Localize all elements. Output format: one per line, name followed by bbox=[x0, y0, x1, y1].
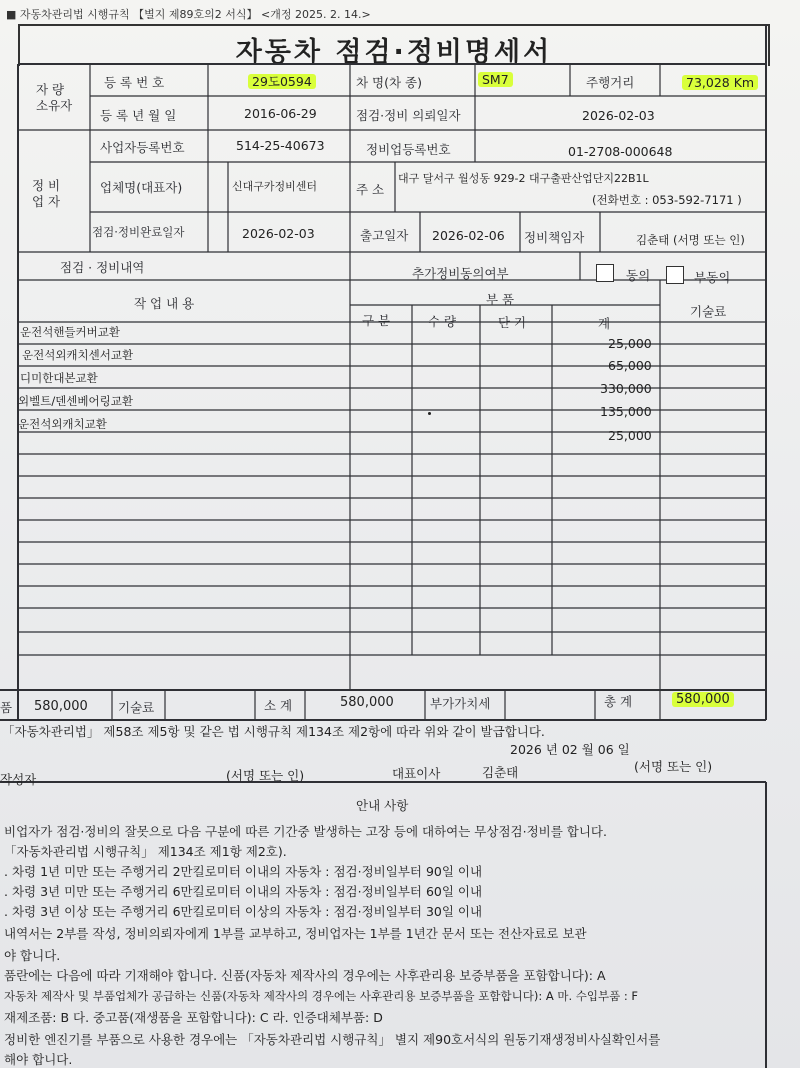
ceo-sign: (서명 또는 인) bbox=[634, 759, 713, 774]
col-qty-header: 수 량 bbox=[428, 314, 457, 329]
mileage-label: 주행거리 bbox=[586, 75, 635, 90]
address-value: 대구 달서구 월성동 929-2 대구출판산업단지22B1L bbox=[398, 172, 649, 185]
notice-line-4: . 차령 3년 미만 또는 주행거리 6만킬로미터 이내의 자동차 : 점검·정비일부터 60일 이내 bbox=[4, 884, 483, 899]
owner-label-line1: 자 량 bbox=[36, 82, 65, 97]
work-item-4: 외벨트/덴센베어링교환 bbox=[18, 394, 133, 408]
ceo-label: 대표이사 bbox=[392, 766, 441, 781]
phone-value: (전화번호 : 053-592-7171 ) bbox=[592, 193, 742, 207]
issue-date: 2026 년 02 월 06 일 bbox=[510, 742, 630, 757]
details-label: 점검 · 정비내역 bbox=[60, 260, 145, 275]
writer-label: 작성자 bbox=[0, 772, 37, 787]
notice-line-9: 자동차 제작사 및 부품업체가 공급하는 신품(자동차 제작사의 경우에는 사후관리용 보증부품을 포함합니다): A 마. 수입부품 : F bbox=[4, 989, 639, 1003]
notice-line-7: 야 합니다. bbox=[4, 948, 61, 963]
issue-statement: 「자동차관리법」 제58조 제5항 및 같은 법 시행규칙 제134조 제2항에 따라 위와 같이 발급합니다. bbox=[2, 724, 545, 739]
col-type-header: 구 분 bbox=[362, 313, 391, 328]
notice-line-11: 정비한 엔진기를 부품으로 사용한 경우에는 「자동차관리법 시행규칙」 별지 제90호서식의 원동기재생정비사실확인서를 bbox=[4, 1032, 661, 1047]
part-total-2: 65,000 bbox=[608, 358, 652, 373]
model-value: SM7 bbox=[478, 72, 513, 87]
notice-title: 안내 사항 bbox=[356, 798, 409, 813]
part-total-4: 135,000 bbox=[600, 404, 652, 419]
notice-line-8: 품란에는 다음에 따라 기재해야 합니다. 신품(자동차 제작사의 경우에는 사후관리용 보증부품을 포함합니다): A bbox=[4, 968, 606, 983]
part-total-1: 25,000 bbox=[608, 336, 652, 351]
grand-total-value: 580,000 bbox=[672, 692, 734, 707]
consent-no-checkbox[interactable] bbox=[666, 266, 684, 284]
consent-label: 추가정비동의여부 bbox=[412, 266, 509, 281]
shop-label-line2: 업 자 bbox=[32, 194, 61, 209]
owner-label-line2: 소유자 bbox=[36, 98, 73, 113]
col-total-header: 계 bbox=[598, 316, 611, 331]
manager-value: 김춘태 (서명 또는 인) bbox=[636, 233, 745, 247]
notice-line-5: . 차령 3년 이상 또는 주행거리 6만킬로미터 이상의 자동차 : 점검·정비일부터 30일 이내 bbox=[4, 904, 483, 919]
reg-date-value: 2016-06-29 bbox=[244, 106, 317, 121]
company-value: 신대구카정비센터 bbox=[232, 180, 318, 193]
done-date-label: 점검·정비완료일자 bbox=[92, 225, 185, 239]
notice-line-10: 재제조품: B 다. 중고품(재생품을 포함합니다): C 라. 인증대체부품: D bbox=[4, 1010, 383, 1025]
address-label: 주 소 bbox=[356, 182, 385, 197]
document-title: 자동차 점검·정비명세서 bbox=[235, 37, 553, 68]
model-label: 차 명(차 종) bbox=[356, 75, 423, 90]
request-date-label: 점검·정비 의뢰일자 bbox=[356, 108, 461, 123]
consent-no-label: 부동의 bbox=[694, 270, 731, 285]
labor-total-label: 기술료 bbox=[118, 700, 155, 715]
biz-no-label: 사업자등록번호 bbox=[100, 140, 185, 155]
ceo-name: 김춘태 bbox=[482, 765, 519, 780]
shop-reg-label: 정비업등록번호 bbox=[366, 142, 451, 157]
notice-line-12: 해야 합니다. bbox=[4, 1052, 73, 1067]
notice-line-1: 비업자가 점검·정비의 잘못으로 다음 구분에 따른 기간중 발생하는 고장 등에 대하여는 무상점검·정비를 합니다. bbox=[4, 824, 607, 839]
subtotal-label: 소 계 bbox=[264, 698, 293, 713]
reg-no-value: 29도0594 bbox=[248, 72, 316, 90]
notice-line-2: 「자동차관리법 시행규칙」 제134조 제1항 제2호). bbox=[4, 844, 287, 859]
work-header: 작 업 내 용 bbox=[134, 296, 195, 311]
labor-header: 기술료 bbox=[690, 304, 727, 319]
work-item-5: 운전석외캐치교환 bbox=[18, 417, 107, 431]
release-date-label: 출고일자 bbox=[360, 228, 409, 243]
work-item-2: 운전석외캐치센서교환 bbox=[22, 348, 134, 362]
notice-line-3: . 차령 1년 미만 또는 주행거리 2만킬로미터 이내의 자동차 : 점검·정비일부터 90일 이내 bbox=[4, 864, 483, 879]
consent-yes-checkbox[interactable] bbox=[596, 264, 614, 282]
col-unit-header: 단 기 bbox=[498, 315, 527, 330]
consent-yes-label: 동의 bbox=[626, 268, 651, 283]
work-item-3: 디미한대본교환 bbox=[20, 371, 98, 385]
parts-total-label: 품 bbox=[0, 700, 13, 715]
writer-sign: (서명 또는 인) bbox=[226, 768, 305, 783]
form-header-note: ■ 자동차관리법 시행규칙 【별지 제89호의2 서식】 <개정 2025. 2. 14.> bbox=[6, 8, 371, 21]
part-total-5: 25,000 bbox=[608, 428, 652, 443]
part-total-3: 330,000 bbox=[600, 381, 652, 396]
parts-header: 부 품 bbox=[486, 292, 515, 307]
release-date-value: 2026-02-06 bbox=[432, 228, 505, 243]
vat-label: 부가가치세 bbox=[430, 696, 491, 711]
shop-label-line1: 정 비 bbox=[32, 178, 61, 193]
reg-date-label: 등 록 년 월 일 bbox=[100, 108, 177, 123]
biz-no-value: 514-25-40673 bbox=[236, 138, 325, 153]
work-item-1: 운전석핸들커버교환 bbox=[20, 325, 120, 339]
mileage-value: 73,028 Km bbox=[682, 75, 758, 90]
stray-dot bbox=[428, 412, 431, 415]
company-label: 업체명(대표자) bbox=[100, 180, 183, 195]
parts-total-value: 580,000 bbox=[34, 699, 88, 714]
subtotal-value: 580,000 bbox=[340, 695, 394, 710]
manager-label: 정비책임자 bbox=[524, 230, 585, 245]
request-date-value: 2026-02-03 bbox=[582, 108, 655, 123]
shop-reg-value: 01-2708-000648 bbox=[568, 144, 673, 159]
grand-total-label: 총 계 bbox=[604, 694, 633, 709]
done-date-value: 2026-02-03 bbox=[242, 226, 315, 241]
reg-no-label: 등 록 번 호 bbox=[104, 75, 165, 90]
notice-line-6: 내역서는 2부를 작성, 정비의뢰자에게 1부를 교부하고, 정비업자는 1부를 1년간 문서 또는 전산자료로 보관 bbox=[4, 926, 587, 941]
